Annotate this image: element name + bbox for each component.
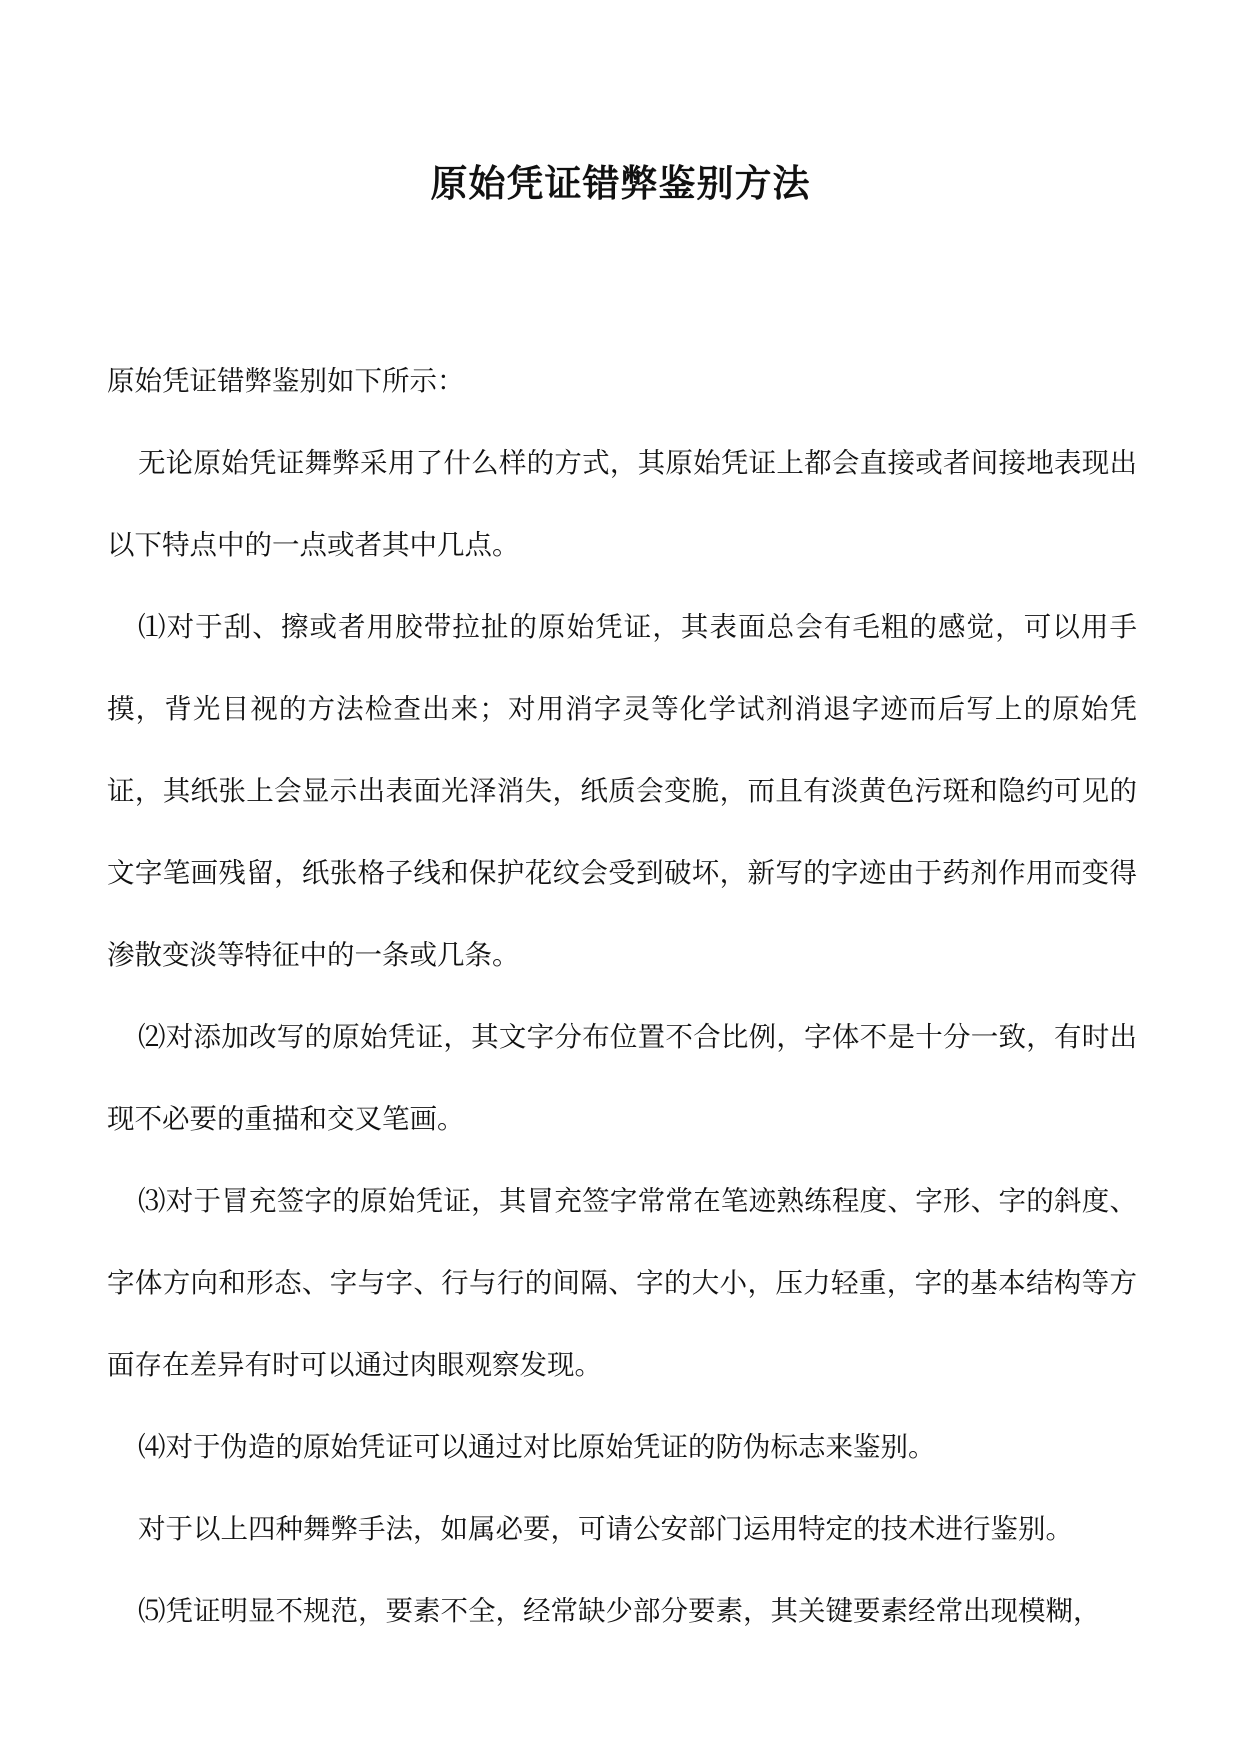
paragraph-item-1: ⑴对于刮、擦或者用胶带拉扯的原始凭证，其表面总会有毛粗的感觉，可以用手摸，背光目视的方法检查出来；对用消字灵等化学试剂消退字迹而后写上的原始凭证，其纸张上会显示出表面光泽消失，纸质会变脆，而且有淡黄色污斑和隐约可见的文字笔画残留，纸张格子线和保护花纹会受到破坏，新写的字迹由于药剂作用而变得渗散变淡等特征中的一条或几条。 [107,611,1137,971]
paragraph-item-3: ⑶对于冒充签字的原始凭证，其冒充签字常常在笔迹熟练程度、字形、字的斜度、字体方向和形态、字与字、行与行的间隔、字的大小，压力轻重，字的基本结构等方面存在差异有时可以通过肉眼观察发现。 [107,1185,1137,1381]
paragraph-intro: 原始凭证错弊鉴别如下所示： [107,365,465,397]
document-title: 原始凭证错弊鉴别方法 [430,161,811,205]
paragraph-overview: 无论原始凭证舞弊采用了什么样的方式，其原始凭证上都会直接或者间接地表现出以下特点中的一点或者其中几点。 [107,447,1137,561]
paragraph-note: 对于以上四种舞弊手法，如属必要，可请公安部门运用特定的技术进行鉴别。 [138,1513,1073,1545]
paragraph-item-5: ⑸凭证明显不规范，要素不全，经常缺少部分要素，其关键要素经常出现模糊， [138,1595,1101,1627]
paragraph-item-4: ⑷对于伪造的原始凭证可以通过对比原始凭证的防伪标志来鉴别。 [138,1431,936,1463]
paragraph-item-2: ⑵对添加改写的原始凭证，其文字分布位置不合比例，字体不是十分一致，有时出现不必要的重描和交叉笔画。 [107,1021,1137,1135]
document-body [107,340,1137,1652]
